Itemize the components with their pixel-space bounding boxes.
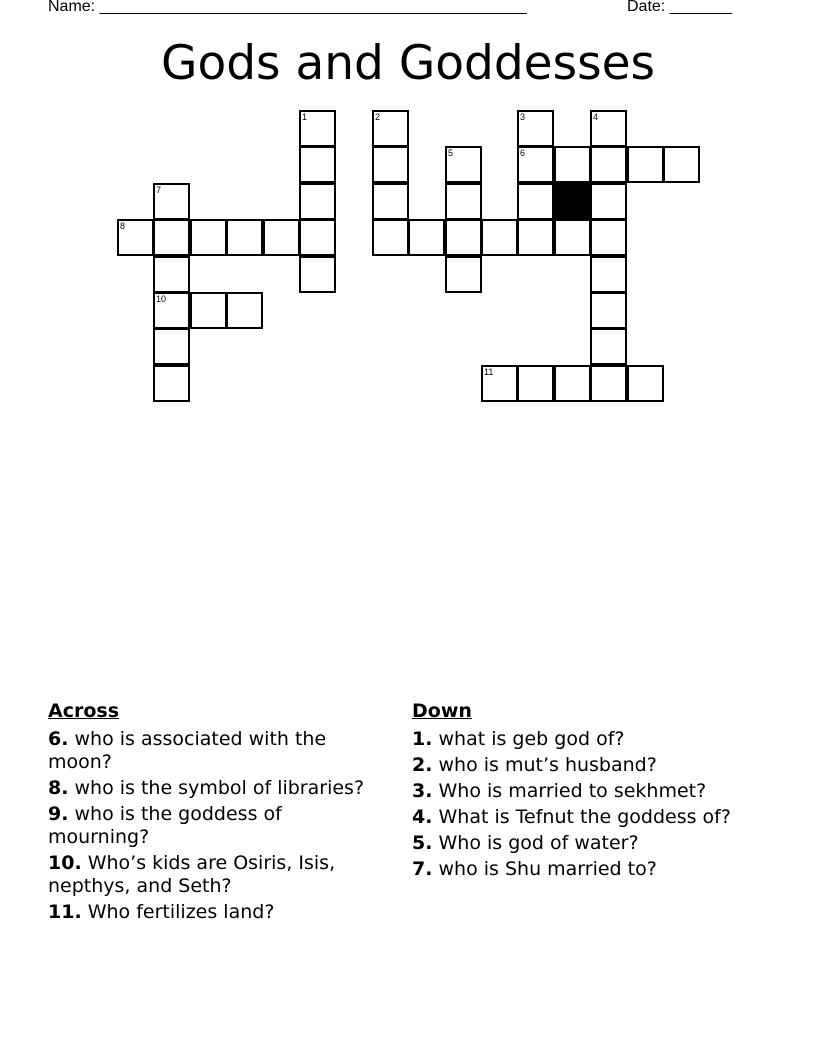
clue-across-11: 11. Who fertilizes land? [48, 901, 275, 923]
clue-number: 1 [302, 112, 308, 122]
grid-cell[interactable] [372, 110, 409, 147]
clue-across-9: 9. who is the goddess of mourning? [48, 803, 282, 848]
grid-cell[interactable] [117, 219, 154, 256]
clue-number: 5 [448, 148, 454, 158]
grid-cell[interactable] [408, 219, 445, 256]
clue-down-1: 1. what is geb god of? [412, 728, 625, 750]
grid-cell[interactable] [445, 219, 482, 256]
grid-cell[interactable] [517, 219, 554, 256]
grid-cell[interactable] [590, 219, 627, 256]
grid-cell[interactable] [190, 292, 227, 329]
grid-cell[interactable] [299, 256, 336, 293]
grid-cell[interactable] [372, 183, 409, 220]
grid-cell[interactable] [153, 256, 190, 293]
grid-cell[interactable] [590, 183, 627, 220]
down-heading: Down [412, 700, 472, 722]
grid-cell[interactable] [445, 256, 482, 293]
clue-down-7: 7. who is Shu married to? [412, 858, 657, 880]
grid-cell[interactable] [590, 328, 627, 365]
crossword-grid [0, 0, 816, 420]
clue-down-3: 3. Who is married to sekhmet? [412, 780, 707, 802]
clue-across-10: 10. Who’s kids are Osiris, Isis, nepthys, and Seth? [48, 852, 336, 897]
grid-cell[interactable] [226, 292, 263, 329]
page-title: Gods and Goddesses [161, 36, 655, 91]
grid-cell[interactable] [517, 365, 554, 402]
grid-cell[interactable] [372, 219, 409, 256]
date-field[interactable]: _______ [669, 0, 732, 15]
across-heading: Across [48, 700, 120, 722]
grid-cell[interactable] [590, 365, 627, 402]
date-label: Date: [627, 0, 670, 15]
grid-cell[interactable] [263, 219, 300, 256]
grid-cell[interactable] [627, 365, 664, 402]
grid-cell[interactable] [299, 219, 336, 256]
grid-cell[interactable] [153, 365, 190, 402]
clue-number: 4 [593, 112, 599, 122]
grid-cell[interactable] [299, 183, 336, 220]
clue-across-8: 8. who is the symbol of libraries? [48, 777, 365, 799]
grid-cell[interactable] [554, 146, 591, 183]
grid-cell[interactable] [299, 146, 336, 183]
grid-cell[interactable] [627, 146, 664, 183]
grid-cell[interactable] [517, 183, 554, 220]
grid-cell[interactable] [554, 219, 591, 256]
name-label: Name: [48, 0, 100, 15]
grid-cell[interactable] [153, 328, 190, 365]
grid-cell[interactable] [226, 219, 263, 256]
clue-number: 7 [156, 185, 162, 195]
grid-cell[interactable] [481, 219, 518, 256]
clue-number: 6 [520, 148, 526, 158]
clue-down-4: 4. What is Tefnut the goddess of? [412, 806, 731, 828]
clue-number: 8 [120, 221, 126, 231]
clue-number: 2 [375, 112, 381, 122]
grid-cell[interactable] [663, 146, 700, 183]
grid-cell[interactable] [445, 183, 482, 220]
grid-cell[interactable] [153, 183, 190, 220]
down-clues [412, 700, 742, 884]
grid-block [554, 183, 591, 220]
clue-number: 11 [484, 367, 494, 377]
grid-cell[interactable] [445, 146, 482, 183]
grid-cell[interactable] [153, 219, 190, 256]
grid-cell[interactable] [153, 292, 190, 329]
grid-cell[interactable] [554, 365, 591, 402]
grid-cell[interactable] [372, 146, 409, 183]
clue-down-5: 5. Who is god of water? [412, 832, 639, 854]
clue-across-6: 6. who is associated with the moon? [48, 728, 327, 773]
grid-cell[interactable] [299, 110, 336, 147]
across-clues [48, 700, 378, 927]
grid-cell[interactable] [190, 219, 227, 256]
grid-cell[interactable] [590, 256, 627, 293]
clue-down-2: 2. who is mut’s husband? [412, 754, 657, 776]
grid-cell[interactable] [590, 110, 627, 147]
name-field[interactable]: ________________________________________________ [99, 0, 527, 15]
clue-number: 3 [520, 112, 526, 122]
clue-number: 10 [156, 294, 167, 304]
grid-cell[interactable] [517, 110, 554, 147]
grid-cell[interactable] [590, 146, 627, 183]
grid-cell[interactable] [590, 292, 627, 329]
grid-cell[interactable] [517, 146, 554, 183]
grid-cell[interactable] [481, 365, 518, 402]
